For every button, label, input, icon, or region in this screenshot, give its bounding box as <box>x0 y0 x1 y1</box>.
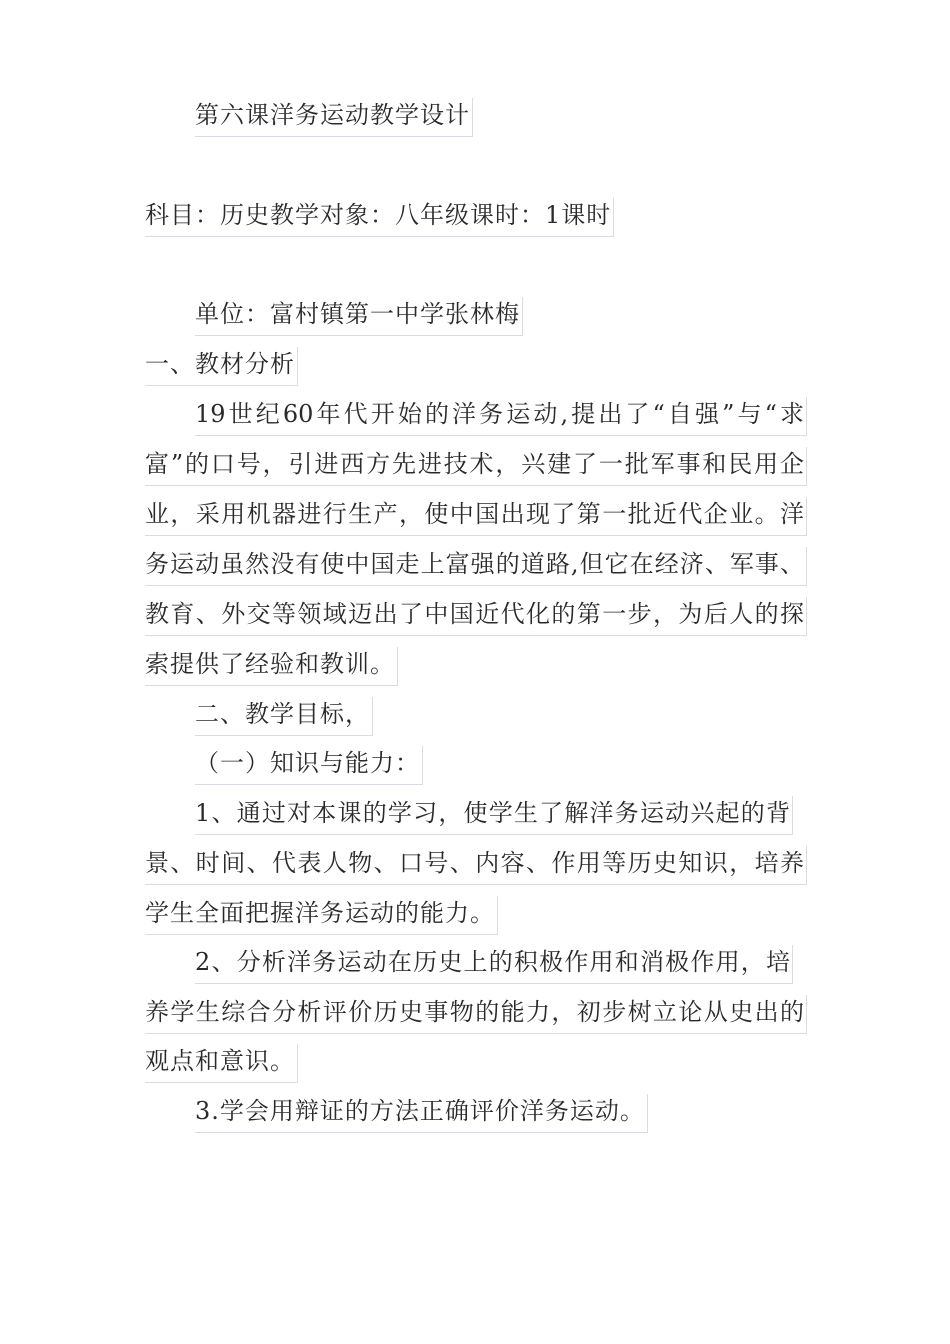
section-heading-textbook-analysis: 一、教材分析 <box>145 347 298 386</box>
objective-item-1-line: 1、通过对本课的学习，使学生了解洋务运动兴起的背 <box>195 796 793 835</box>
objective-item-1-line: 景、时间、代表人物、口号、内容、作用等历史知识，培养 <box>145 846 807 885</box>
paragraph-line: 教育、外交等领域迈出了中国近代化的第一步，为后人的探 <box>145 597 807 636</box>
subsection-heading-knowledge-ability: （一）知识与能力： <box>195 746 423 785</box>
paragraph-line: 索提供了经验和教训。 <box>145 647 398 686</box>
paragraph-line: 19世纪60年代开始的洋务运动,提出了“自强”与“求 <box>195 397 807 436</box>
objective-item-1-line: 学生全面把握洋务运动的能力。 <box>145 896 498 935</box>
document-title: 第六课洋务运动教学设计 <box>195 98 473 137</box>
paragraph-line: 富”的口号，引进西方先进技术，兴建了一批军事和民用企 <box>145 447 807 486</box>
section-heading-teaching-objectives: 二、教学目标， <box>195 697 373 736</box>
paragraph-line: 务运动虽然没有使中国走上富强的道路,但它在经济、军事、 <box>145 547 807 586</box>
meta-line: 科目：历史教学对象：八年级课时：1课时 <box>145 198 614 237</box>
objective-item-2-line: 观点和意识。 <box>145 1044 298 1083</box>
objective-item-2-line: 养学生综合分析评价历史事物的能力，初步树立论从史出的 <box>145 995 807 1034</box>
objective-item-2-line: 2、分析洋务运动在历史上的积极作用和消极作用，培 <box>195 945 793 984</box>
objective-item-3: 3.学会用辩证的方法正确评价洋务运动。 <box>195 1094 648 1133</box>
unit-line: 单位：富村镇第一中学张林梅 <box>195 297 523 336</box>
paragraph-line: 业，采用机器进行生产，使中国出现了第一批近代企业。洋 <box>145 497 807 536</box>
